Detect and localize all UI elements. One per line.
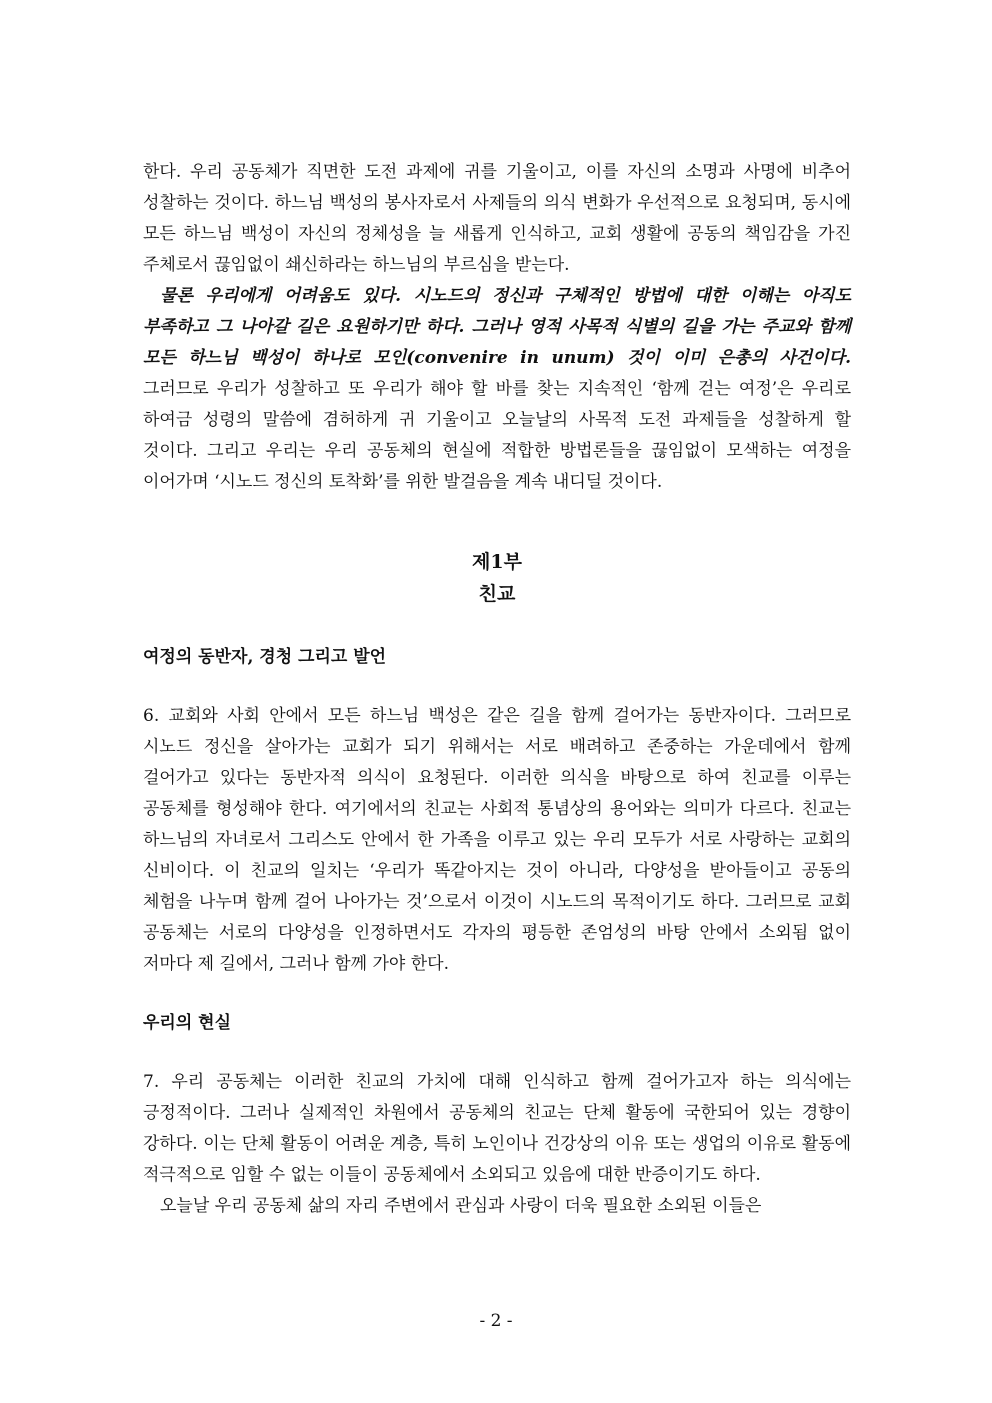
spacer: [143, 980, 851, 1008]
intro-paragraph: 한다. 우리 공동체가 직면한 도전 과제에 귀를 기울이고, 이를 자신의 소명과 사명에 비추어 성찰하는 것이다. 하느님 백성의 봉사자로서 사제들의 의식 변화가 우선적으로 요청되며, 동시에 모든 하느님 백성이 자신의 정체성을 늘 새롭게 인식하고, 교회 생활에 공동의 책임감을 가진 주체로서 끊임없이 쇄신하라는 하느님의 부르심을 받는다.: [143, 162, 851, 275]
paragraph-7-continuation: 오늘날 우리 공동체 삶의 자리 주변에서 관심과 사랑이 더욱 필요한 소외된 이들은: [160, 1196, 762, 1216]
paragraph-continuation: 그러므로 우리가 성찰하고 또 우리가 해야 할 바를 찾는 지속적인 ‘함께 걷는 여정’은 우리로 하여금 성령의 말씀에 겸허하게 귀 기울이고 오늘날의 사목적 도전 과제들을 성찰하게 할 것이다. 그리고 우리는 우리 공동체의 현실에 적합한 방법론들을 끊임없이 모색하는 여정을 이어가며 ‘시노드 정신의 토착화’를 위한 발걸음을 계속 내디딜 것이다.: [143, 379, 851, 492]
spacer: [143, 673, 851, 701]
spacer: [143, 610, 851, 642]
document-page: [143, 157, 851, 1222]
spacer: [143, 498, 851, 546]
emphasized-text: 물론 우리에게 어려움도 있다. 시노드의 정신과 구체적인 방법에 대한 이해는 아직도 부족하고 그 나아갈 길은 요원하기만 하다. 그러나 영적 사목적 식별의 길을 가는 주교와 함께 모든 하느님 백성이 하나로 모인(convenire in unum) 것이 이미 은총의 사건이다.: [143, 286, 851, 368]
emphasis-paragraph: [143, 281, 851, 498]
paragraph-7: 7. 우리 공동체는 이러한 친교의 가치에 대해 인식하고 함께 걸어가고자 하는 의식에는 긍정적이다. 그러나 실제적인 차원에서 공동체의 친교는 단체 활동에 국한되어 있는 경향이 강하다. 이는 단체 활동이 어려운 계층, 특히 노인이나 건강상의 이유 또는 생업의 이유로 활동에 적극적으로 임할 수 없는 이들이 공동체에서 소외되고 있음에 대한 반증이기도 하다.: [143, 1072, 851, 1185]
paragraph-6: 6. 교회와 사회 안에서 모든 하느님 백성은 같은 길을 함께 걸어가는 동반자이다. 그러므로 시노드 정신을 살아가는 교회가 되기 위해서는 서로 배려하고 존중하는 가운데에서 함께 걸어가고 있다는 동반자적 의식이 요청된다. 이러한 의식을 바탕으로 하여 친교를 이루는 공동체를 형성해야 한다. 여기에서의 친교는 사회적 통념상의 용어와는 의미가 다르다. 친교는 하느님의 자녀로서 그리스도 안에서 한 가족을 이루고 있는 우리 모두가 서로 사랑하는 교회의 신비이다. 이 친교의 일치는 ‘우리가 똑같아지는 것이 아니라, 다양성을 받아들이고 공동의 체험을 나누며 함께 걸어 나아가는 것’으로서 이것이 시노드의 목적이기도 하다. 그러므로 교회 공동체는 서로의 다양성을 인정하면서도 각자의 평등한 존엄성의 바탕 안에서 소외됨 없이 저마다 제 길에서, 그러나 함께 가야 한다.: [143, 706, 851, 974]
spacer: [143, 1039, 851, 1067]
part-title: 친교: [478, 583, 516, 605]
section-heading-reality: 우리의 현실: [143, 1013, 232, 1033]
section-heading-companions: 여정의 동반자, 경청 그리고 발언: [143, 647, 387, 667]
page-number: - 2 -: [479, 1311, 513, 1331]
part-number: 제1부: [472, 551, 522, 573]
